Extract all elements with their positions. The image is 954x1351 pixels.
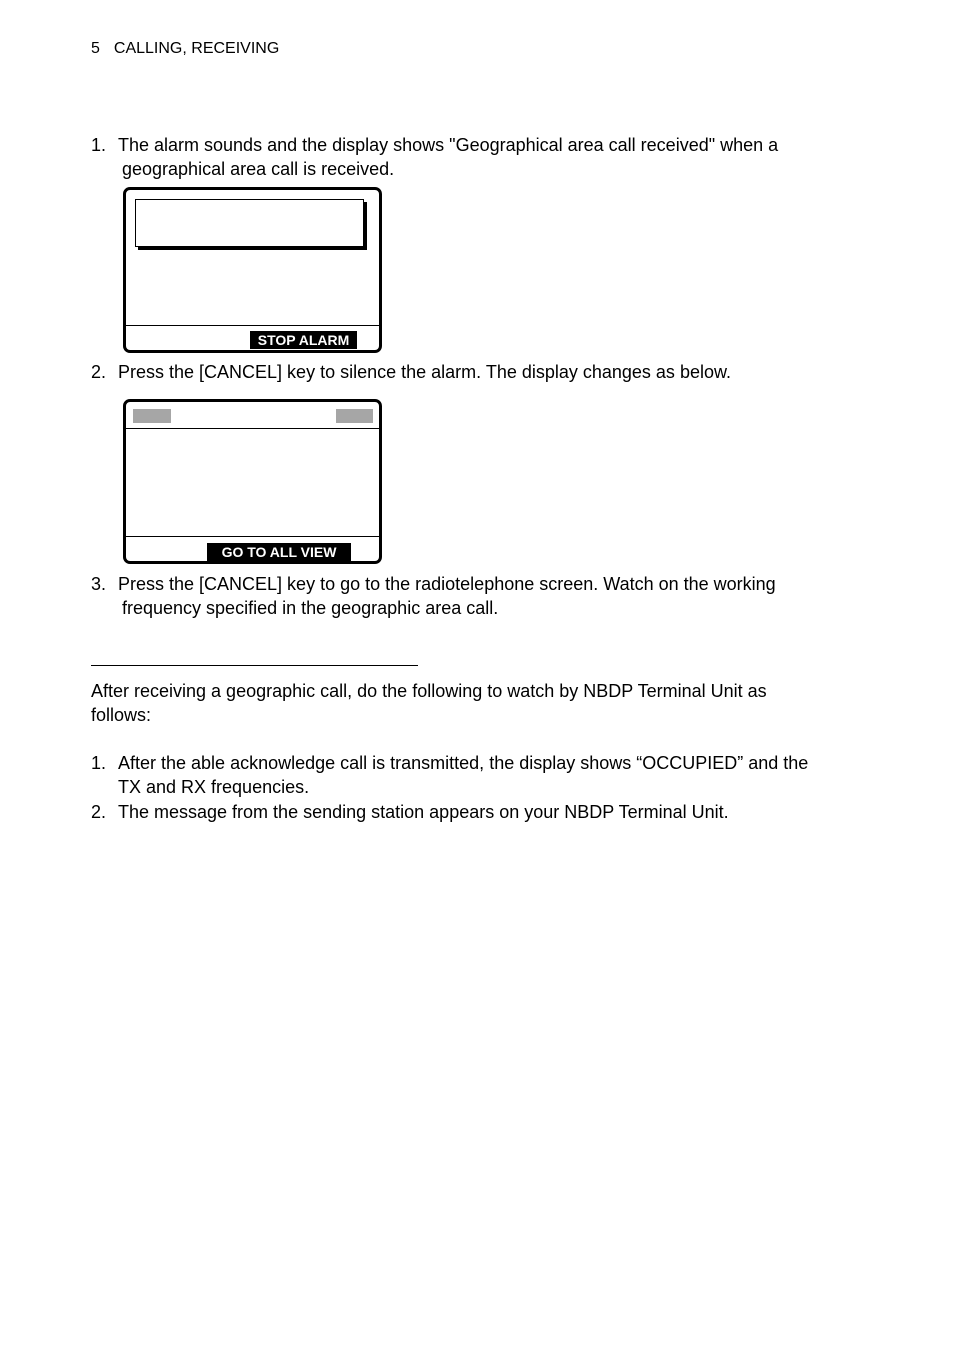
step-text-line: Press the [CANCEL] key to silence the alarm. The display changes as below. [118,362,731,382]
step-number: 2. [91,362,107,382]
step-text-line: The alarm sounds and the display shows "Geographical area call received" when a [118,135,779,155]
message-box [135,199,364,247]
softkey-divider [126,325,379,326]
status-tab-right [336,409,373,423]
step-text-line: After the able acknowledge call is transmitted, the display shows “OCCUPIED” and the [118,753,809,773]
step-1 [91,133,831,181]
page-header [91,40,279,58]
step-text-line: Press the [CANCEL] key to go to the radiotelephone screen. Watch on the working [118,574,776,594]
section-divider [91,665,418,666]
step-2 [91,360,831,384]
step-text-line: The message from the sending station appears on your NBDP Terminal Unit. [118,802,729,822]
step-text-line: frequency specified in the geographic area call. [122,598,499,618]
lcd-display-alarm [123,187,382,353]
nbdp-step-1 [91,751,851,799]
chapter-title: CALLING, RECEIVING [113,40,280,57]
go-to-all-view-softkey[interactable]: GO TO ALL VIEW [207,543,351,561]
intro-line: follows: [91,705,152,725]
step-text-line: geographical area call is received. [122,159,395,179]
nbdp-step-2 [91,800,831,824]
header-divider [126,428,379,429]
status-tab-left [133,409,171,423]
section-intro [91,679,831,727]
stop-alarm-softkey[interactable]: STOP ALARM [250,331,357,349]
step-number: 1. [91,135,107,155]
step-number: 2. [91,802,107,822]
chapter-number: 5 [91,40,100,57]
softkey-divider [126,536,379,537]
step-number: 3. [91,574,107,594]
lcd-display-view [123,399,382,564]
intro-line: After receiving a geographic call, do the following to watch by NBDP Terminal Unit as [91,681,767,701]
step-3 [91,572,831,620]
step-number: 1. [91,753,107,773]
step-text-line: TX and RX frequencies. [118,777,310,797]
